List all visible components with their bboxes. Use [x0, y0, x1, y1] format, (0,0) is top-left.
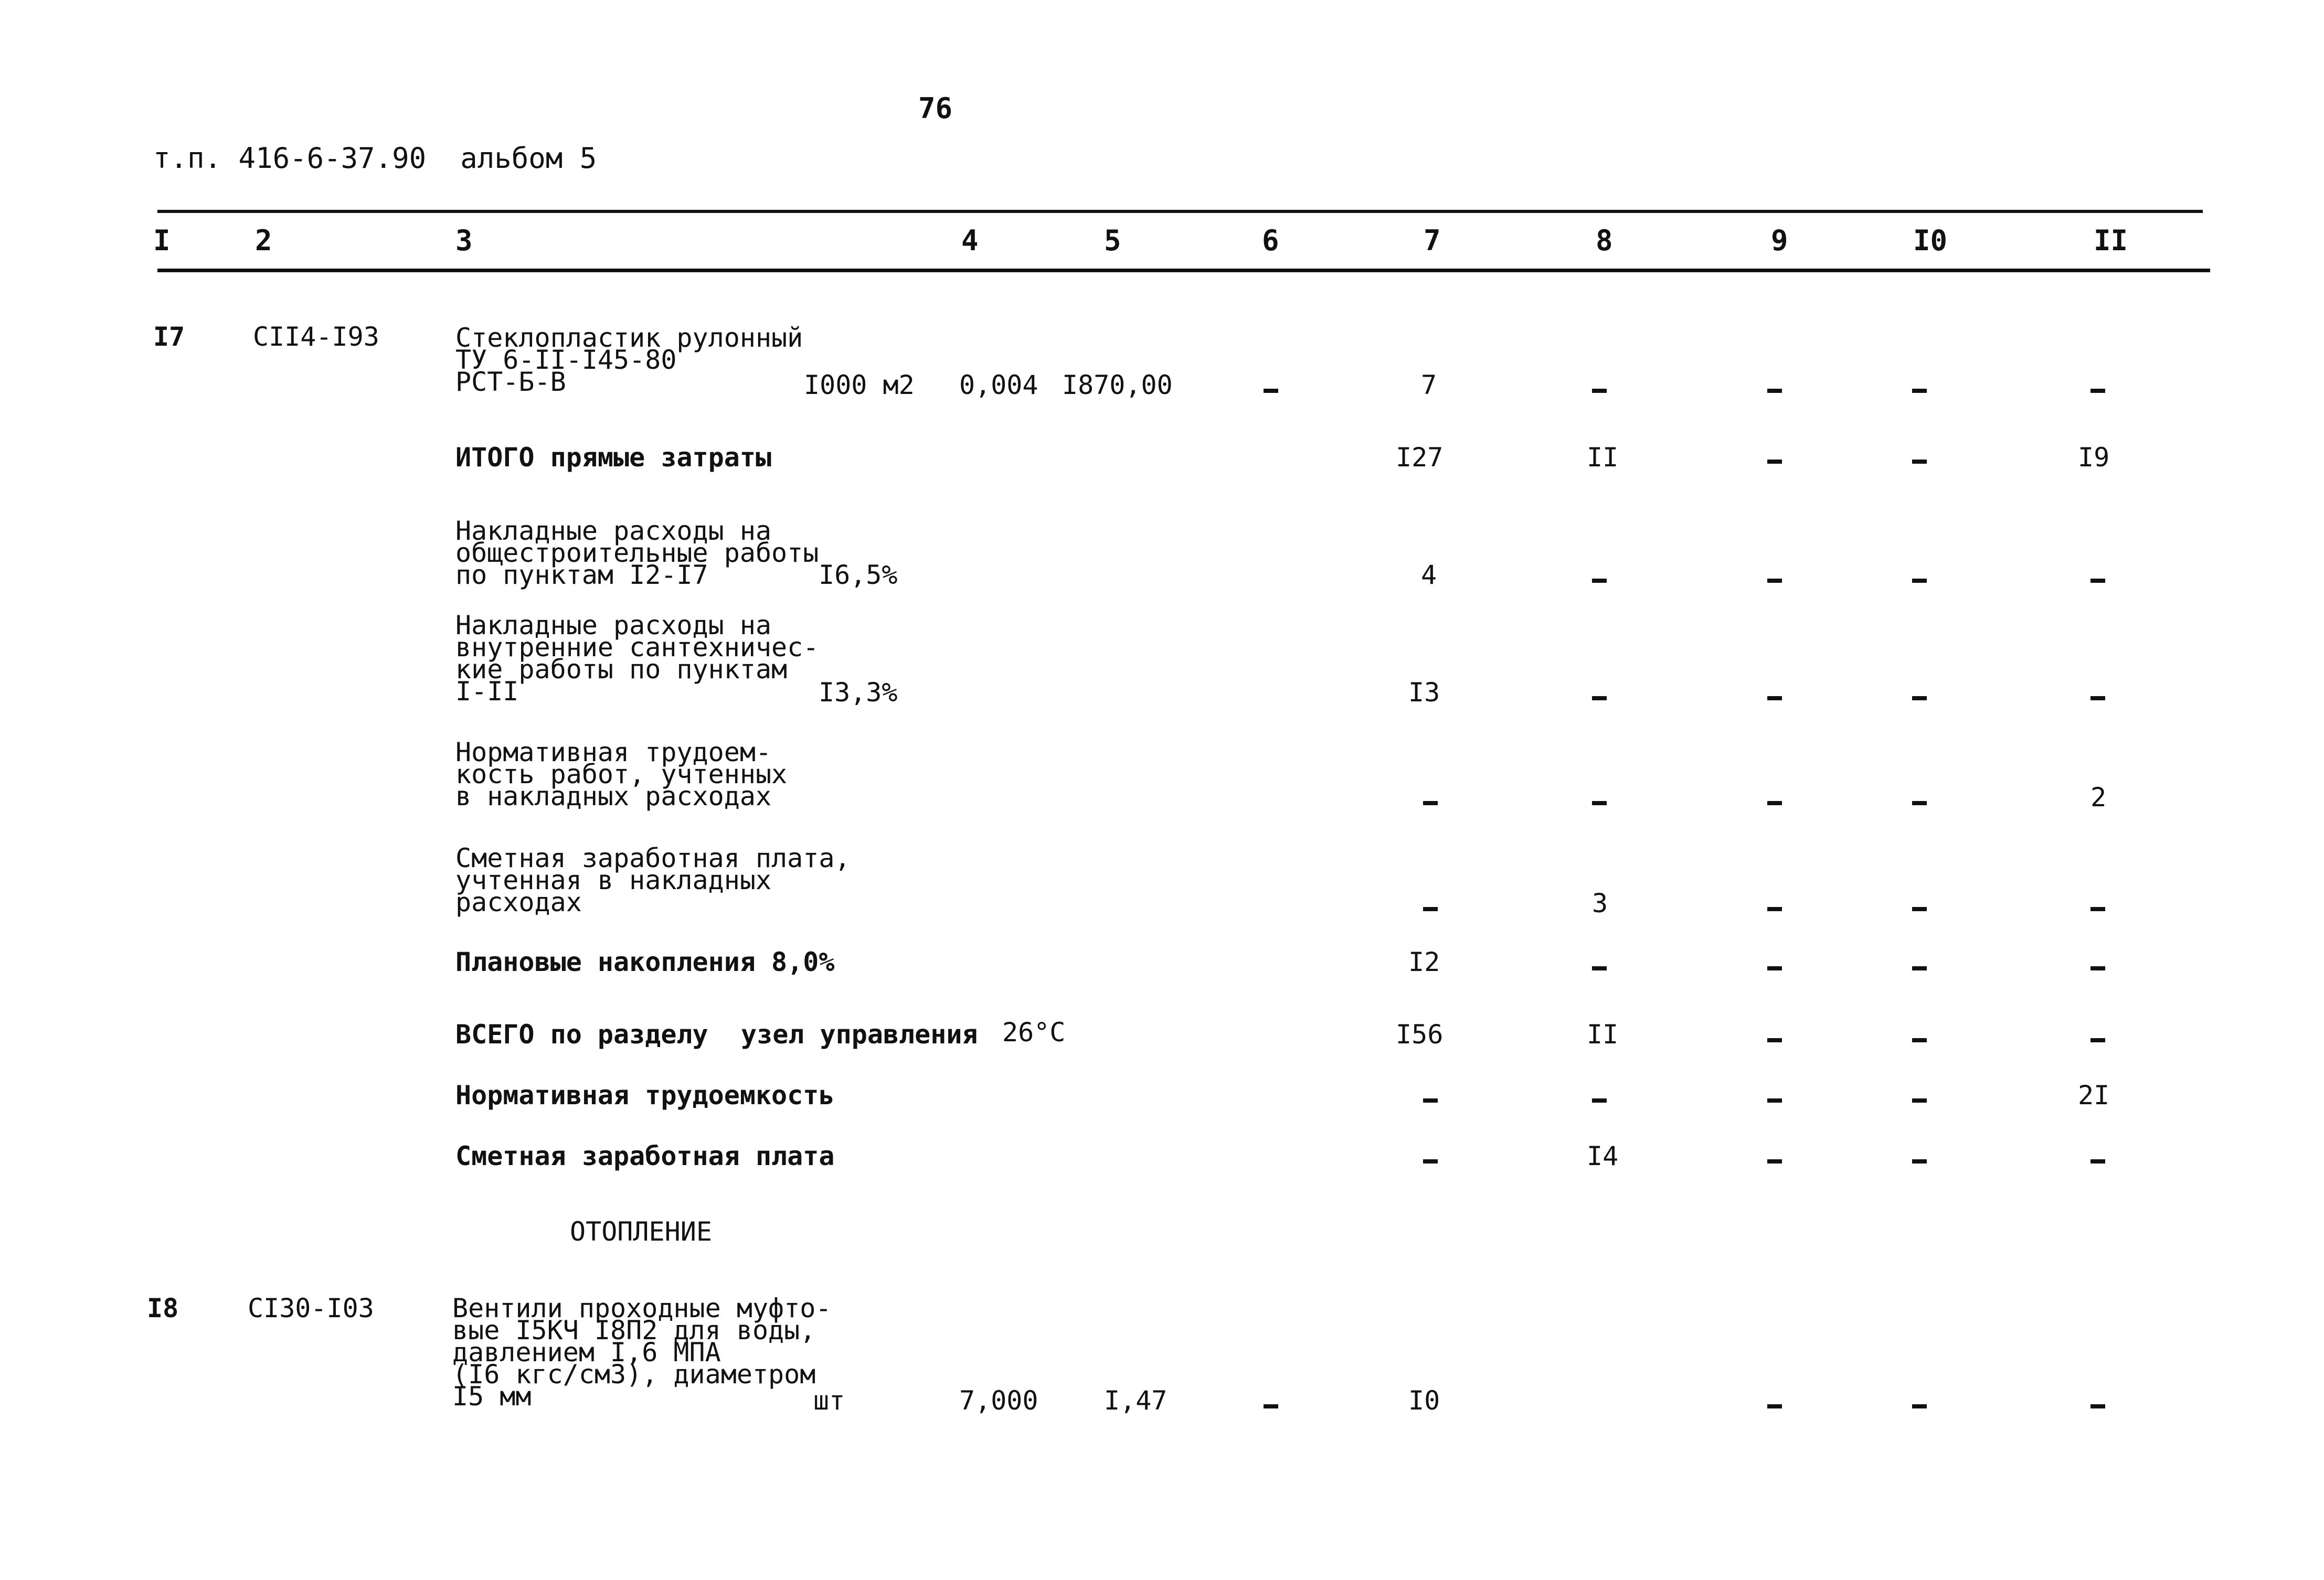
dash-col10 — [1912, 579, 1927, 583]
row-description-line-1: Нормативная трудоем- — [455, 737, 772, 767]
dash-col9 — [1767, 966, 1782, 970]
dash-col10 — [1912, 696, 1927, 700]
dash-col10 — [1912, 460, 1927, 464]
dash-col10 — [1912, 1404, 1927, 1408]
column-header-4: 4 — [961, 224, 979, 257]
row-col8: II — [1587, 442, 1619, 473]
dash-col11 — [2090, 389, 2105, 393]
row-col11: 2 — [2090, 782, 2107, 813]
dash-col8 — [1592, 696, 1607, 700]
row-description-line-2: учтенная в накладных — [455, 865, 772, 895]
column-header-9: 9 — [1771, 224, 1788, 257]
dash-col7 — [1423, 907, 1438, 911]
row-description-line-2: кость работ, учтенных — [455, 759, 788, 789]
row-description: Нормативная трудоемкость — [455, 1080, 835, 1111]
row-price: I870,00 — [1062, 370, 1173, 400]
column-header-7: 7 — [1424, 224, 1441, 257]
row-description-line-1: Накладные расходы на — [455, 516, 772, 546]
row-col7: I0 — [1408, 1385, 1440, 1416]
column-header-11: II — [2094, 224, 2128, 257]
row-quantity: 7,000 — [959, 1385, 1038, 1416]
page-number: 76 — [918, 92, 953, 125]
row-col8: I4 — [1587, 1141, 1619, 1171]
row-description-line-2: общестроительные работы — [455, 538, 819, 568]
dash-col10 — [1912, 1098, 1927, 1103]
row-description: Плановые накопления 8,0% — [455, 947, 835, 977]
dash-col9 — [1767, 801, 1782, 805]
dash-col8 — [1592, 579, 1607, 583]
row-description-line-5: I5 мм — [452, 1381, 532, 1412]
row-description-line-3: давлением I,6 МПА — [452, 1337, 721, 1368]
dash-col11 — [2090, 907, 2105, 911]
row-col7: I3 — [1408, 677, 1440, 708]
row-unit: I000 м2 — [804, 370, 915, 400]
row-description: ИТОГО прямые затраты — [455, 442, 772, 473]
row-unit: шт — [813, 1385, 845, 1416]
column-header-8: 8 — [1596, 224, 1613, 257]
row-temperature: 26°C — [1002, 1017, 1066, 1048]
row-description: ВСЕГО по разделу — [455, 1019, 708, 1050]
row-description-line-3: кие работы по пунктам — [455, 654, 788, 685]
dash-col7 — [1423, 1159, 1438, 1163]
row-code: CI30-I03 — [248, 1293, 374, 1323]
row-price: I,47 — [1104, 1385, 1168, 1416]
row-description-line-3: в накладных расходах — [455, 781, 772, 812]
row-quantity: 0,004 — [959, 370, 1038, 400]
row-col7: I2 — [1408, 947, 1440, 977]
row-description-line-3: РСТ-Б-В — [455, 367, 566, 397]
row-description-line-1: Стеклопластик рулонный — [455, 323, 803, 353]
dash-col8 — [1592, 801, 1607, 805]
row-col7: 4 — [1421, 560, 1437, 590]
dash-col9 — [1767, 907, 1782, 911]
row-description-line-3: расходах — [455, 887, 582, 917]
row-subdescription: узел управления — [741, 1019, 978, 1050]
row-col11: 2I — [2078, 1080, 2110, 1111]
dash-col9 — [1767, 579, 1782, 583]
dash-col11 — [2090, 966, 2105, 970]
dash-col11 — [2090, 1404, 2105, 1408]
row-description-line-4: I-II — [455, 676, 519, 707]
row-description-line-4: (I6 кгс/см3), диаметром — [452, 1359, 816, 1390]
dash-col9 — [1767, 389, 1782, 393]
row-rate: I3,3% — [819, 677, 898, 708]
row-col11: I9 — [2078, 442, 2110, 473]
dash-col9 — [1767, 1159, 1782, 1163]
dash-col10 — [1912, 1038, 1927, 1042]
row-rate: I6,5% — [819, 560, 898, 590]
row-description-line-2: вые I5КЧ I8П2 для воды, — [452, 1315, 816, 1346]
section-title: ОТОПЛЕНИЕ — [570, 1216, 712, 1247]
dash-col6 — [1264, 389, 1278, 393]
dash-col9 — [1767, 696, 1782, 700]
row-col7: 7 — [1421, 370, 1437, 400]
dash-col11 — [2090, 1159, 2105, 1163]
dash-col9 — [1767, 1098, 1782, 1103]
document-reference: т.п. 416-6-37.90 альбом 5 — [153, 142, 597, 175]
row-number: I7 — [153, 322, 185, 352]
column-header-5: 5 — [1104, 224, 1121, 257]
row-description-line-1: Сметная заработная плата, — [455, 843, 851, 873]
column-header-3: 3 — [455, 224, 473, 257]
row-col7: I27 — [1396, 442, 1444, 473]
dash-col8 — [1592, 1098, 1607, 1103]
dash-col7 — [1423, 1098, 1438, 1103]
dash-col10 — [1912, 1159, 1927, 1163]
dash-col8 — [1592, 966, 1607, 970]
dash-col10 — [1912, 389, 1927, 393]
column-header-6: 6 — [1262, 224, 1279, 257]
row-col7: I56 — [1396, 1019, 1444, 1050]
row-number: I8 — [147, 1293, 179, 1323]
dash-col6 — [1264, 1404, 1278, 1408]
row-col8: 3 — [1592, 888, 1608, 919]
header-bottom-rule — [157, 269, 2210, 272]
dash-col11 — [2090, 696, 2105, 700]
dash-col9 — [1767, 1038, 1782, 1042]
dash-col10 — [1912, 801, 1927, 805]
row-description-line-1: Вентили проходные муфто- — [452, 1293, 832, 1323]
row-description-line-2: ТУ 6-II-I45-80 — [455, 345, 677, 375]
dash-col9 — [1767, 460, 1782, 464]
dash-col9 — [1767, 1404, 1782, 1408]
dash-col10 — [1912, 966, 1927, 970]
dash-col7 — [1423, 801, 1438, 805]
column-header-2: 2 — [255, 224, 272, 257]
row-description-line-2: внутренние сантехничес- — [455, 632, 819, 663]
dash-col8 — [1592, 389, 1607, 393]
row-col8: II — [1587, 1019, 1619, 1050]
dash-col11 — [2090, 579, 2105, 583]
row-code: CII4-I93 — [253, 322, 379, 352]
row-description-line-1: Накладные расходы на — [455, 610, 772, 640]
header-top-rule — [157, 210, 2203, 213]
row-description: Сметная заработная плата — [455, 1141, 835, 1171]
row-description-line-3: по пунктам I2-I7 — [455, 560, 708, 590]
dash-col11 — [2090, 1038, 2105, 1042]
dash-col10 — [1912, 907, 1927, 911]
column-header-10: I0 — [1913, 224, 1948, 257]
column-header-1: I — [153, 224, 171, 257]
